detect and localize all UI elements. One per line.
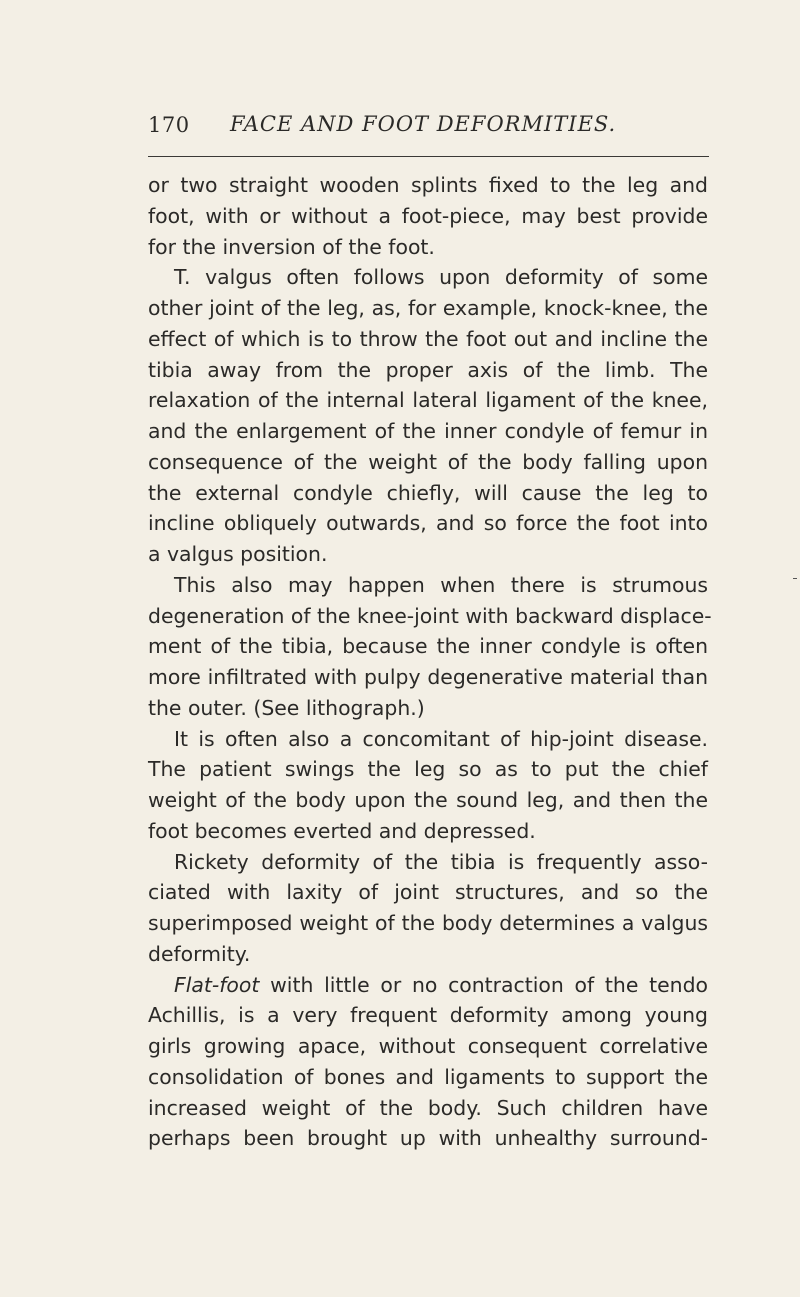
- text-line: deformity.: [148, 941, 251, 966]
- text-line: ment of the tibia, because the inner condyle is often: [148, 634, 708, 659]
- text-line-with-italic-lead: [148, 970, 708, 1001]
- text-line: ciated with laxity of joint structures, and so the: [148, 880, 708, 905]
- text-line: and the enlargement of the inner condyle of femur in: [148, 419, 708, 443]
- text-line: girls growing apace, without consequent correlative: [148, 1034, 708, 1058]
- text-line: incline obliquely outwards, and so force the foot into: [148, 511, 708, 536]
- text-line: other joint of the leg, as, for example, knock-knee, the: [148, 296, 708, 320]
- running-head: [148, 113, 708, 143]
- text-line: It is often also a concomitant of hip-joint disease.: [174, 726, 708, 751]
- text-line: increased weight of the body. Such children have: [148, 1095, 708, 1120]
- text-line: the outer. (See lithograph.): [148, 695, 425, 720]
- running-title: FACE AND FOOT DEFORMITIES.: [230, 112, 617, 136]
- text-line: Achillis, is a very frequent deformity among young: [148, 1003, 708, 1028]
- text-line: T. valgus often follows upon deformity of some: [174, 265, 708, 290]
- paper-speck: [793, 578, 797, 579]
- text-line: or two straight wooden splints fixed to the leg and: [148, 173, 708, 197]
- text-line: Rickety deformity of the tibia is frequently asso-: [174, 849, 708, 874]
- text-line: effect of which is to throw the foot out and incline the: [148, 326, 708, 351]
- text-line: tibia away from the proper axis of the limb. The: [148, 357, 708, 382]
- text-line: superimposed weight of the body determines a valgus: [148, 911, 708, 935]
- text-line: relaxation of the internal lateral ligament of the knee,: [148, 388, 708, 413]
- text-line: perhaps been brought up with unhealthy surround-: [148, 1126, 708, 1151]
- text-line: the external condyle chiefly, will cause the leg to: [148, 480, 708, 505]
- text-line: degeneration of the knee-joint with backward displace-: [148, 603, 712, 628]
- text-line: The patient swings the leg so as to put the chief: [148, 757, 708, 782]
- text-line: weight of the body upon the sound leg, and then the: [148, 788, 708, 812]
- page-number: 170: [148, 113, 190, 137]
- text-line: consolidation of bones and ligaments to support the: [148, 1064, 708, 1089]
- text-line: This also may happen when there is strumous: [174, 572, 708, 597]
- text-line: a valgus position.: [148, 542, 328, 566]
- text-line: for the inversion of the foot.: [148, 234, 435, 259]
- body-text: [148, 170, 712, 1154]
- text-line-remainder: with little or no contraction of the tendo: [270, 972, 709, 997]
- header-rule: [148, 156, 709, 157]
- text-line: foot, with or without a foot-piece, may best provide: [148, 203, 708, 228]
- text-line: more infiltrated with pulpy degenerative material than: [148, 665, 708, 689]
- italic-term: Flat-foot: [174, 972, 260, 997]
- text-line: foot becomes everted and depressed.: [148, 818, 536, 843]
- text-line: consequence of the weight of the body falling upon: [148, 449, 708, 474]
